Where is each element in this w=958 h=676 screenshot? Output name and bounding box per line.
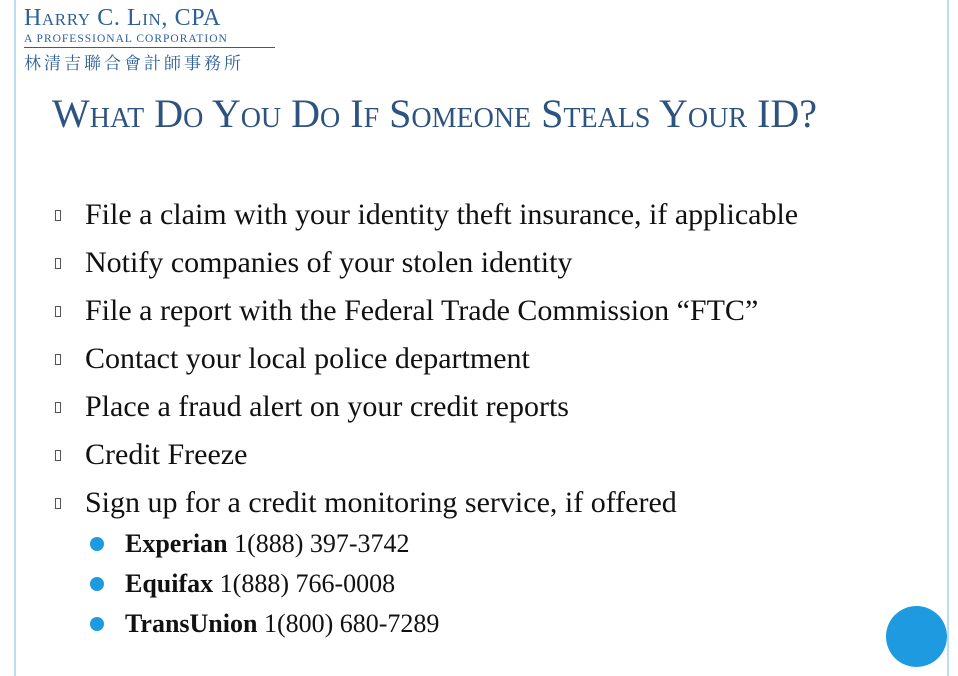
left-border-rule	[14, 0, 16, 676]
square-bullet-icon	[55, 258, 61, 269]
bullet-text: Sign up for a credit monitoring service, if offered	[85, 486, 677, 519]
square-bullet-icon	[55, 210, 61, 221]
firm-logo	[24, 4, 275, 75]
slide-title: What Do You Do If Someone Steals Your ID?	[52, 91, 817, 136]
bullet-item	[52, 193, 798, 241]
bureau-item-experian	[90, 524, 439, 564]
bullet-item	[52, 337, 798, 385]
round-bullet-icon	[90, 617, 104, 631]
bullet-text: Contact your local police department	[85, 342, 530, 375]
bullet-item	[52, 289, 798, 337]
logo-subtitle: A PROFESSIONAL CORPORATION	[24, 32, 275, 48]
bullet-text: Credit Freeze	[85, 438, 248, 471]
square-bullet-icon	[55, 354, 61, 365]
bureau-phone: 1(800) 680-7289	[263, 609, 440, 638]
bullet-text: Place a fraud alert on your credit reports	[85, 390, 569, 423]
bureau-phone: 1(888) 766-0008	[219, 569, 396, 598]
bullet-list	[52, 193, 798, 529]
logo-firm-name: Harry C. Lin, CPA	[24, 5, 221, 31]
bureau-phone: 1(888) 397-3742	[234, 529, 410, 558]
bureau-name: Equifax	[125, 569, 214, 598]
credit-bureau-list	[90, 524, 439, 644]
bullet-text: File a report with the Federal Trade Commission “FTC”	[85, 294, 759, 327]
square-bullet-icon	[55, 402, 61, 413]
bullet-text: Notify companies of your stolen identity	[85, 246, 573, 279]
decorative-circle	[886, 606, 947, 667]
bullet-item	[52, 433, 798, 481]
bullet-item	[52, 241, 798, 289]
square-bullet-icon	[55, 306, 61, 317]
bureau-item-transunion	[90, 604, 439, 644]
logo-chinese-name: 林清吉聯合會計師事務所	[24, 54, 244, 74]
right-border-rule	[947, 0, 949, 676]
bullet-text: File a claim with your identity theft insurance, if applicable	[85, 198, 799, 231]
square-bullet-icon	[55, 498, 61, 509]
bureau-item-equifax	[90, 564, 439, 604]
bullet-item	[52, 481, 798, 529]
bullet-item	[52, 385, 798, 433]
round-bullet-icon	[90, 537, 104, 551]
bureau-name: Experian	[125, 529, 228, 558]
square-bullet-icon	[55, 450, 61, 461]
round-bullet-icon	[90, 577, 104, 591]
bureau-name: TransUnion	[125, 609, 258, 638]
